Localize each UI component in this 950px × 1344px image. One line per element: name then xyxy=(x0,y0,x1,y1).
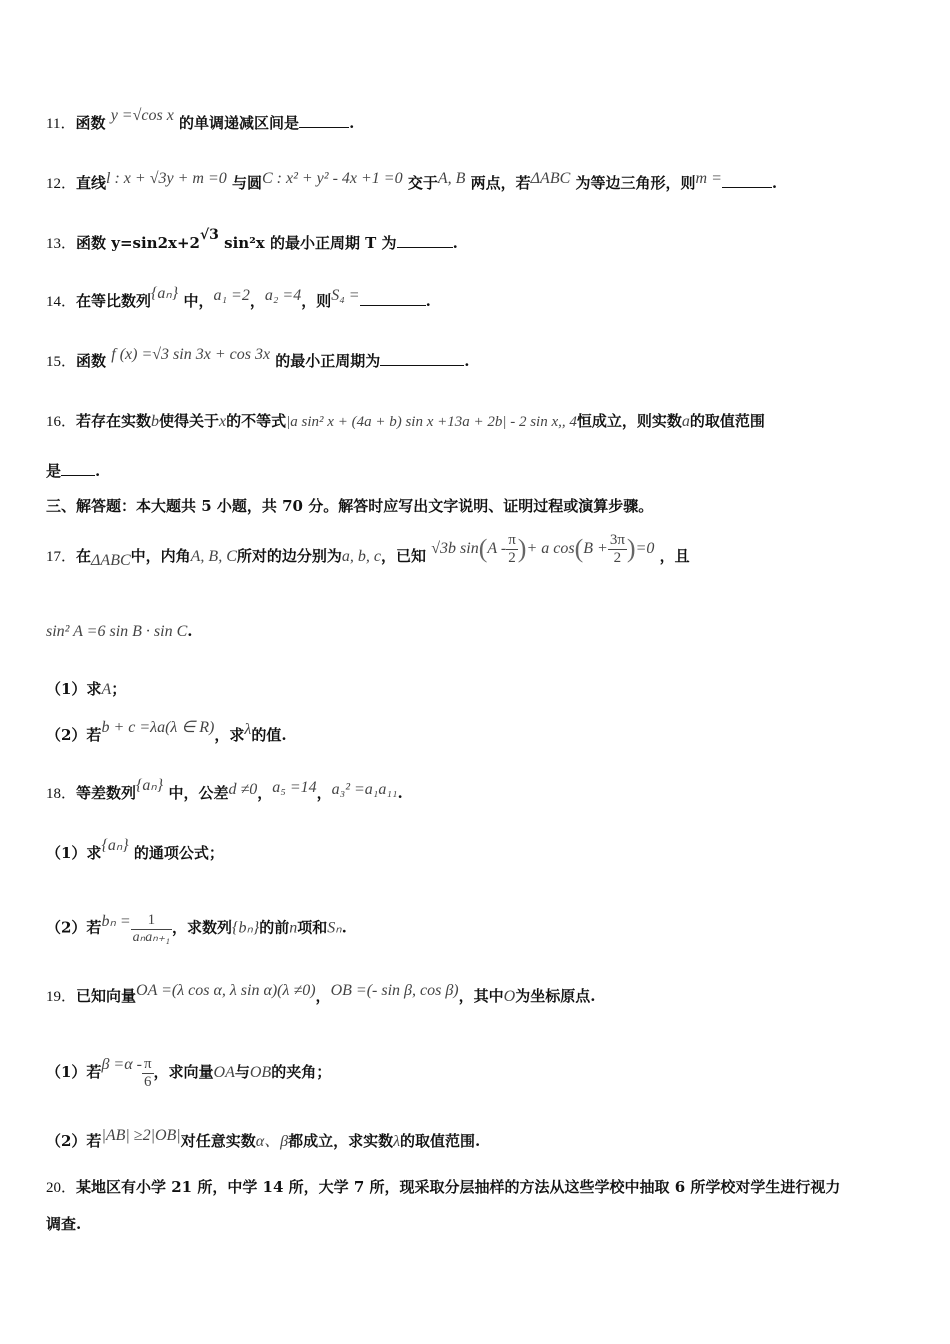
q18-p2-text2: 的前 xyxy=(259,918,290,937)
q18-p2-end: . xyxy=(341,918,347,937)
section-heading: 三、解答题：本大题共 5 小题，共 70 分。解答时应写出文字说明、证明过程或演算步骤。 xyxy=(46,497,654,515)
question-number: 15． xyxy=(46,354,77,370)
q16-text3: 的不等式 xyxy=(226,412,287,430)
question-14 xyxy=(46,285,431,311)
question-17-line2 xyxy=(46,622,192,641)
question-19 xyxy=(46,982,596,1006)
fraction-bn xyxy=(131,912,172,945)
frac-num: π xyxy=(143,1056,152,1072)
q14-end: . xyxy=(425,292,431,310)
right-paren: ) xyxy=(517,534,527,563)
question-number: 19． xyxy=(46,989,77,1005)
q19-p2-text2: 都成立，求实数 xyxy=(288,1132,394,1150)
q19-vector-oa: OA =(λ cos α, λ sin α)(λ ≠0) xyxy=(136,982,316,999)
question-20-line2 xyxy=(46,1213,81,1234)
answer-blank[interactable] xyxy=(61,461,95,476)
q15-text2: 的最小正周期为 xyxy=(275,352,381,370)
q12-text4: 两点，若 xyxy=(470,174,531,192)
question-11 xyxy=(46,107,355,133)
q17-text5: ，且 xyxy=(659,547,690,565)
q16-line2-text: 是 xyxy=(46,462,62,480)
fraction-pi-over-2 xyxy=(506,532,518,566)
q12-text3: 交于 xyxy=(407,174,438,192)
q19-p2-end: 的取值范围. xyxy=(400,1132,481,1150)
q12-end: . xyxy=(771,174,778,192)
q17-triangle: ΔABC xyxy=(91,552,131,569)
question-13 xyxy=(46,227,458,253)
q16-a: a xyxy=(681,413,690,430)
frac-den: 6 xyxy=(143,1073,152,1090)
q14-a2: a₂ =4 xyxy=(264,287,302,304)
q19-p2-text: 对任意实数 xyxy=(180,1132,256,1150)
q14-text4: ，则 xyxy=(301,292,332,310)
q17-angles: A, B, C xyxy=(190,548,237,565)
q18-p2-n: n xyxy=(289,919,298,937)
q17-line2-end: . xyxy=(187,622,193,640)
question-number: 17． xyxy=(46,549,77,565)
question-20 xyxy=(46,1176,840,1197)
q19-text3: ，其中 xyxy=(458,987,504,1005)
q19-p1-end: 的夹角； xyxy=(271,1063,332,1081)
frac-num: 3π xyxy=(609,532,625,548)
q12-m: m = xyxy=(695,170,722,187)
q18-p1-end: 的通项公式； xyxy=(133,844,224,862)
q17-text2: 中，内角 xyxy=(130,547,191,565)
question-18 xyxy=(46,777,403,803)
q18-comma: ， xyxy=(257,784,273,802)
q19-p1-oa: OA xyxy=(213,1064,235,1081)
q16-b: b xyxy=(151,413,160,430)
q17-arg2: B + xyxy=(583,540,608,557)
fraction-3pi-over-2 xyxy=(608,532,627,566)
q18-text: 等差数列 xyxy=(76,784,137,802)
q14-a1: a₁ =2 xyxy=(213,287,250,304)
part-label: （2）若 xyxy=(46,918,102,937)
q18-text2: 中，公差 xyxy=(168,784,229,802)
q17-term2: + a cos xyxy=(526,540,575,557)
q19-origin: O xyxy=(503,988,516,1005)
q17-text: 在 xyxy=(76,547,92,565)
part-label: （2）若 xyxy=(46,1132,102,1150)
q17-text4: ，已知 xyxy=(381,547,427,565)
q13-text2: sin²x 的最小正周期 T 为 xyxy=(224,234,397,252)
q12-text2: 与圆 xyxy=(231,174,262,192)
q16-text5: 的取值范围 xyxy=(689,412,765,430)
q11-formula: y =√cos x xyxy=(110,107,174,124)
q17-condition xyxy=(431,532,659,566)
question-number: 11． xyxy=(46,116,76,132)
q17-text3: 所对的边分别为 xyxy=(236,547,342,565)
q17-sides: a, b, c xyxy=(341,548,381,565)
left-paren: ( xyxy=(574,534,584,563)
q18-p2-text3: 项和 xyxy=(297,918,328,937)
q19-text: 已知向量 xyxy=(76,987,137,1005)
left-paren: ( xyxy=(478,534,488,563)
q12-circle-eq: C : x² + y² - 4x +1 =0 xyxy=(261,170,403,187)
question-18-part1 xyxy=(46,837,224,863)
q18-geometric: a₃² =a₁a₁₁ xyxy=(331,781,398,798)
q19-p1-ob: OB xyxy=(249,1064,272,1081)
question-16-line2 xyxy=(46,460,100,481)
q11-text2: 的单调递减区间是 xyxy=(179,114,300,132)
q20-line1: 某地区有小学 21 所，中学 14 所，大学 7 所，现采取分层抽样的方法从这些学校中抽取 6 所学校对学生进行视力 xyxy=(76,1178,841,1196)
q15-formula: f (x) =√3 sin 3x + cos 3x xyxy=(111,346,271,363)
question-12 xyxy=(46,172,777,193)
question-17-part2 xyxy=(46,719,287,745)
q18-p2-text: ，求数列 xyxy=(172,918,233,937)
q17-term1: √3b sin xyxy=(431,540,479,557)
question-number: 12． xyxy=(46,176,77,192)
q15-text: 函数 xyxy=(76,352,107,370)
answer-blank[interactable] xyxy=(299,113,349,128)
q13-sqrt3: √3 xyxy=(199,227,219,243)
q19-p2-lambda: λ xyxy=(393,1133,401,1150)
q18-sequence: {aₙ} xyxy=(136,777,164,794)
q17-p1-end: ； xyxy=(111,680,127,698)
frac-num: π xyxy=(508,532,516,548)
q17-p2-text: ，求 xyxy=(214,726,245,744)
question-number: 20． xyxy=(46,1180,77,1196)
q16-text4: 恒成立，则实数 xyxy=(576,412,682,430)
q19-p1-text: ，求向量 xyxy=(153,1063,214,1081)
q20-line2: 调查. xyxy=(46,1215,82,1233)
q17-p1-math: A xyxy=(101,681,112,698)
q17-p2-lambda: λ xyxy=(244,721,252,738)
question-number: 14． xyxy=(46,294,77,310)
frac-den: 2 xyxy=(613,549,622,566)
q18-comma2: ， xyxy=(316,784,332,802)
q19-text4: 为坐标原点. xyxy=(515,987,596,1005)
q16-text: 若存在实数 xyxy=(76,412,152,430)
q17-condition2: sin² A =6 sin B · sin C xyxy=(46,623,188,640)
answer-blank[interactable] xyxy=(380,351,464,366)
question-17-part1 xyxy=(46,678,126,699)
q18-end: . xyxy=(397,784,403,802)
q18-d: d ≠0 xyxy=(228,781,258,798)
q12-triangle: ΔABC xyxy=(530,170,571,187)
question-number: 16． xyxy=(46,414,77,430)
q19-comma: ， xyxy=(315,987,331,1005)
q16-x: x xyxy=(219,413,227,430)
frac-num: 1 xyxy=(131,912,172,930)
q14-text2: 中， xyxy=(183,292,214,310)
answer-blank[interactable] xyxy=(722,173,772,188)
q14-text: 在等比数列 xyxy=(76,292,152,310)
part-label: （1）求 xyxy=(46,844,102,862)
right-paren: ) xyxy=(626,534,636,563)
part-label: （1）若 xyxy=(46,1063,102,1081)
q19-p1-beta: β =α - xyxy=(101,1056,142,1073)
q15-end: . xyxy=(464,352,470,370)
q16-text2: 使得关于 xyxy=(159,412,220,430)
q18-p2-sn: Sₙ xyxy=(327,919,342,937)
question-19-part1 xyxy=(46,1056,331,1090)
q11-text: 函数 xyxy=(75,114,106,132)
q17-equals-zero: =0 xyxy=(635,540,655,557)
q17-arg1: A - xyxy=(487,540,507,557)
q17-p2-math: b + c =λa(λ ∈ R) xyxy=(101,719,215,736)
part-label: （2）若 xyxy=(46,726,102,744)
question-18-part2 xyxy=(46,912,347,945)
question-17 xyxy=(46,532,690,574)
question-16 xyxy=(46,410,765,431)
q14-sequence: {aₙ} xyxy=(151,285,179,302)
q13-text: 函数 y=sin2x+2 xyxy=(76,234,200,252)
part-label: （1）求 xyxy=(46,680,102,698)
q13-end: . xyxy=(452,234,458,252)
q14-comma: ， xyxy=(249,292,265,310)
q18-p2-bn: bₙ = xyxy=(101,913,131,931)
answer-blank[interactable] xyxy=(360,291,426,306)
question-15 xyxy=(46,346,470,371)
q19-p2-inequality: |AB| ≥2|OB| xyxy=(101,1127,181,1144)
question-19-part2 xyxy=(46,1128,480,1151)
q19-p1-and: 与 xyxy=(234,1063,250,1081)
q12-points: A, B xyxy=(437,170,466,187)
fraction-pi-over-6 xyxy=(142,1056,154,1090)
q16-inequality: |a sin² x + (4a + b) sin x +13a + 2b| - 2 sin x,, 4 xyxy=(286,414,577,430)
q12-text5: 为等边三角形，则 xyxy=(575,174,696,192)
q14-s4: S₄ = xyxy=(331,287,360,304)
q11-end: . xyxy=(349,114,355,132)
q18-p2-seq: {bₙ} xyxy=(232,919,260,937)
q16-end: . xyxy=(95,462,101,480)
q19-vector-ob: OB =(- sin β, cos β) xyxy=(330,982,459,999)
frac-den: 2 xyxy=(508,549,516,566)
q18-p1-math: {aₙ} xyxy=(101,837,129,854)
q12-line-eq: l : x + √3y + m =0 xyxy=(106,170,227,187)
answer-blank[interactable] xyxy=(397,233,453,248)
q17-p2-end: 的值. xyxy=(251,726,287,744)
question-number: 13． xyxy=(46,236,77,252)
q12-text: 直线 xyxy=(76,174,107,192)
q18-a5: a₅ =14 xyxy=(272,779,317,796)
q19-p2-alpha-beta: α、β xyxy=(255,1133,289,1150)
frac-den: aₙaₙ₊₁ xyxy=(132,929,171,945)
question-number: 18． xyxy=(46,786,77,802)
